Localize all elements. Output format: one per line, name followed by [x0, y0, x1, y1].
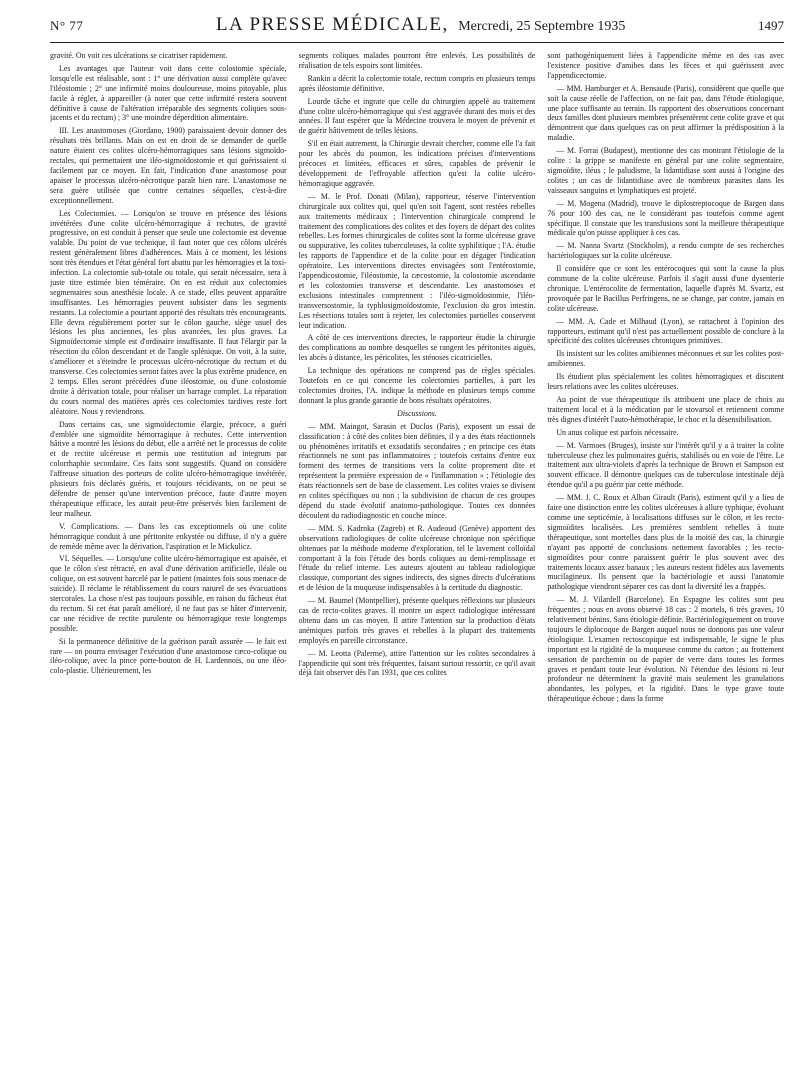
paragraph: — M. Forrai (Budapest), mentionne des cas montrant l'étiologie de la colite : la grippe se manifeste en général par une colite segmentaire, sigmoïdite, iléus ; le paludisme, la lidantidiase sont aussi à l'origine des colites ; un cas de lidantidiase avec de nombreux parasites dans les vaisseaux sanguins et lymphatiques est projeté.: [547, 146, 785, 195]
column-1: [50, 51, 287, 1071]
paragraph: — M. le Prof. Donati (Milan), rapporteur, réserve l'intervention chirurgicale aux colites qui, quel qu'en soit l'agent, sont restées rebelles aux traitements médicaux ; l'intervention chirurgicale comprend le traitement des complications des colites et des foyers de départ des colites rebelles. Les formes chirurgicales de colites sont la forme ulcéreuse grave ou suppurative, les colites tuberculeuses, la colite syphilitique ; l'A. étudie les rapports de l'appendice et de la colite pour en dégager l'indication opératoire. Les interventions directes envisagées sont l'entérostomie, l'appendicostomie, l'iléostomie, la cæcostomie, la colostomie ascendante et les colostomies transverse et descendante. Les anastomoses et exclusions intestinales comprennent : l'iléo-sigmoïdostomie, l'iléo-transversostomie, la typhlosigmoïdostomie, l'exclusion du gros intestin. Les résections totales sont à rejeter, les colectomies partielles conservent leur indication.: [298, 191, 536, 330]
paragraph: — MM. S. Kadrnka (Zagreb) et R. Audeoud (Genève) apportent des observations radiologiques de colite ulcéreuse chronique non spécifique obtenues par la méthode moderne d'exploration, tel le lavement colloïdal comportant à la fois l'étude des bords coliques au demi-remplissage et l'étude du relief interne. Les auteurs ajoutent au tableau radiologique classique, comportant des signes indirects, des signes directs d'ulcérations et de lésion de la muqueuse indispensables à la certitude du diagnostic.: [298, 523, 536, 593]
section-heading-discussions: Discussions.: [397, 408, 437, 418]
paragraph: Lourde tâche et ingrate que celle du chirurgien appelé au traitement d'une colite ulcéro-hémorragique qui s'est aggravée durant des mois et des années. Il faut espérer que la Médecine trouvera le moyen de prévenir et de guérir hâtivement de telles lésions.: [298, 96, 536, 136]
paragraph: — MM. Maingot, Sarasin et Duclos (Paris), exposent un essai de classification : à côté des colites bien définies, il y a des états réactionnels ou phénomènes irritatifs et exsudatifs secondaires ; en principe ces états réactionnels ne sont pas inflammatoires ; toutefois certains d'entre eux forment des termes de transitions vers la colite proprement dite et représentent la première expression de « l'inflammation » ; l'étiologie des états réactionnels sert de base de classement. Les colites vraies se divisent en colites spécifiques ou non ; la subdivision de chacun de ces groupes dépend du stade évolutif anatomo-pathologique. Toutes ces données découlent du radiodiagnostic en couche mince.: [298, 421, 536, 520]
paragraph: segments coliques malades pourront être enlevés. Les possibilités de réalisation de tels espoirs sont limitées.: [298, 51, 536, 70]
paragraph: III. Les anastomoses (Giordano, 1900) paraissaient devoir donner des résultats très brillants. Mais on est en droit de se demander de quelle nature étaient ces colites ulcéro-hémorragiques sans lésions sigmoïdo-rectales, qui permettaient une iléo-sigmoïdostomie et qui guérissaient si facilement par ce moyen. En fait, l'indication d'une anastomose pour apaiser le processus ulcéro-nécrotique paraît bien rare. L'anastomose ne sera guère utilisée que contre certaines séquelles, c'est-à-dire exceptionnellement.: [50, 126, 287, 205]
journal-title-block: [216, 14, 625, 36]
paragraph: Un anus colique est parfois nécessaire.: [556, 427, 679, 437]
article-columns: [50, 51, 784, 1071]
paragraph: — M. Varmoes (Bruges), insiste sur l'intérêt qu'il y a à traiter la colite tuberculeuse chez les pulmonaires guéris, stabilisés ou en voie de l'être. Le traitement aux ultra-violets d'après la technique de Brown et Sampson est souvent efficace. Il démontre quelques cas de tuberculose intestinale déjà étendue qu'il a pu guérir par cette méthode.: [547, 440, 785, 490]
paragraph: — M. Nanna Svartz (Stockholm), a rendu compte de ses recherches bactériologiques sur la colite ulcéreuse.: [547, 241, 785, 261]
paragraph: — MM. J. C. Roux et Alban Girault (Paris), estiment qu'il y a lieu de faire une distinction entre les colites ulcéreuses à allure typhique, évoluant comme une septicémie, à localisations diffuses sur le côlon, et les recto-sigmoïdites localisées. Les premières semblent rebelles à toute thérapeutique, sont mortelles dans plus de la moitié des cas, la chirurgie n'ayant pas apporté de conclusions nettement favorables ; les recto-sigmoïdites pour contre paraissent guérir le plus souvent avec des traitements locaux assez banaux ; les auteurs restent fidèles aux lavements mucilagineux. Ils pensent que la bactériologie et aussi l'anatomie pathologique viendront séparer ces cas dont la diversité les a frappés.: [547, 493, 785, 592]
paragraph: VI. Séquelles. — Lorsqu'une colite ulcéro-hémorragique est apaisée, et que le côlon s'est rétracté, en aval d'une dérivation artificielle, iléale ou colique, on est souvent harcelé par le patient (maintes fois sous menace de suicide). Il réclame le rétablissement du cours naturel de ses évacuations stercorales. La chose n'est pas toujours possible, en raison du fâcheux état du rectum. Si cet état paraît amélioré, il ne faut pas se hâter d'intervenir, car une récidive de rectite purulente ou hémorragique reste longtemps possible.: [50, 554, 287, 633]
paragraph: gravité. On voit ces ulcérations se cicatriser rapidement.: [50, 51, 228, 60]
paragraph: — MM. A. Cade et Milhaud (Lyon), se rattachent à l'opinion des rapporteurs, estimant qu'il n'est pas actuellement possible de conclure à la spécificité des colites ulcéreuses chroniques primitives.: [547, 316, 785, 346]
paragraph: A côté de ces interventions directes, le rapporteur étudie la chirurgie des complications au nombre desquelles se rangent les péritonites aiguës, les abcès à distance, les péricolites, les sténoses cicatricielles.: [298, 333, 536, 363]
paragraph: Au point de vue thérapeutique ils attribuent une place de choix au traitement local et à la médication par le stovarsol et retiennent comme très dignes d'intérêt l'auto-hémothérapie, le choc et la désensibilisation.: [547, 395, 785, 424]
paragraph: — M. Leotta (Palerme), attire l'attention sur les colites secondaires à l'appendicite qui sont très fréquentes, faisant surtout ressortir, ce qu'il avait déjà fait observer dès l'an 1931, que ces colites: [298, 648, 536, 678]
paragraph: Ils étudient plus spécialement les colites hémorragiques et discutent leurs relations avec les colites ulcéreuses.: [547, 372, 785, 392]
issue-number: N° 77: [50, 18, 84, 33]
paragraph: Dans certains cas, une sigmoïdectomie élargie, précoce, a guéri d'emblée une sigmoïdite hémorragique à rechutes. Cette intervention hâtive a montré les lésions du début, elle a arrêté net le processus de colite et de rectite ulcéreuse et permis une restitution ad integrum par colorrhaphie secondaire. Ces faits sont suggestifs. Quand on considère l'affreuse situation des porteurs de colite ulcéro-hémorragique invétérée, plusieurs fois déclarés guéris, et toujours récidivants, on ne peut se défendre de penser qu'une intervention précoce, faute d'autre moyen thérapeutique efficace, les aurait peut-être préservés bien facilement de leur malheur.: [50, 419, 287, 518]
paragraph: sont pathogéniquement liées à l'appendicite même en des cas avec l'existence positive d'amibes dans les fèces et qui guérissent avec l'appendicectomie.: [547, 51, 785, 80]
paragraph: Ils insistent sur les colites amibiennes méconnues et sur les colites post-amibiennes.: [547, 349, 785, 369]
paragraph: Les Colectomies. — Lorsqu'on se trouve en présence des lésions invétérées d'une colite ulcéro-hémorragique à rechutes, de gravité progressive, on est conduit à penser que seule une colectomie est devenue valable. Du point de vue technique, il faut noter que ces côlons ulcérés restent généralement libres d'adhérences. Mais à ce moment, les lésions sont très étendues et l'état général fort abattu par les hémorragies et la toxi-infection. La colectomie sub-totale ou totale, qui serait nécessaire, sera à juste titre estimée bien téméraire. On en est réduit aux colectomies segmentaires sous anesthésie locale. A ce stade, elles peuvent apparaître insuffisantes. Les hémorragies peuvent subsister dans les segments restants. La colectomie a pourtant apporté des résultats très encourageants. Elle devra régulièrement porter sur le côlon gauche, siège usuel des lésions les plus anciennes, les plus avancées, les plus graves. La Sigmoïdectomie simple est d'ordinaire insuffisante. Il faut l'élargir par la résection du côlon descendant et de l'angle splénique. On voit, à la suite, s'améliorer et s'éteindre le processus ulcéro-nécrotique du rectum et du transverse. Ces colectomies seront faites avec la plus extrême prudence, en 2 temps. Elles seront précédées d'une iléostomie, ou d'une colostomie droite à dérivation totale, pour réaliser un barrage complet. La réparation du cours normal des matières après ces colectomies tardives reste fort aléatoire. Nous y reviendrons.: [50, 208, 287, 416]
paragraph: La technique des opérations ne comprend pas de règles spéciales. Toutefois en ce qui concerne les colectomies partielles, à part les colectomies droites, l'A. indique la méthode en plusieurs temps comme donnant la plus grande garantie de bons résultats opératoires.: [298, 366, 536, 405]
paragraph: — MM. Hamburger et A. Bensaude (Paris), considèrent que quelle que soit la cause réelle de l'affection, on ne fait pas, dans l'étude étiologique, une place suffisante au terrain. Ils rapportent des observations concernant deux familles dont plusieurs membres présentèrent cette colite grave et qui démontrent que dans quelques cas on peut affirmer la prédisposition à la maladie.: [547, 83, 785, 143]
column-3: [547, 51, 784, 1071]
masthead: [50, 14, 784, 43]
paragraph: — M. Mogena (Madrid), trouve le diplostreptocoque de Bargen dans 76 pour 100 des cas, ne le considérant pas toutefois comme agent spécifique. Il constate que les transfusions sont la meilleure thérapeutique médicale qu'on puisse appliquer à ces cas.: [547, 198, 785, 238]
page-number: 1497: [758, 18, 784, 33]
column-2: [299, 51, 536, 1071]
journal-title: LA PRESSE MÉDICALE,: [215, 14, 449, 35]
paragraph: Si la permanence définitive de la guérison paraît assurée — le fait est rare — on pourra envisager l'exécution d'une anastomose cæco-colique ou iléo-colique, avec la pince porte-bouton de H. Lardennois, ou une iléo-colo-plastie. Ultérieurement, les: [50, 636, 287, 676]
paragraph: S'il en était autrement, la Chirurgie devrait chercher, comme elle l'a fait pour les abcès du poumon, les indications précises d'interventions précoces et limitées, efficaces et sûres, capables de prévenir le développement de l'effroyable affection qu'est la colite ulcéro-hémorragique aggravée.: [298, 139, 536, 188]
paragraph: Rankin a décrit la colectomie totale, rectum compris en plusieurs temps après iléostomie définitive.: [298, 73, 536, 93]
paragraph: — M. J. Vilardell (Barcelone). En Espagne les colites sont peu fréquentes ; nous en avons observé 18 cas : 2 mortels, 6 très graves, 10 relativement bénins. Sans étiologie définie. Bactériologiquement on trouve toujours le diplocoque de Bargen auquel nous ne donnons pas une valeur étiologique. L'examen rectoscopique est indispensable, le signe le plus important est la rigidité de la muqueuse comme du carton ; au frottement sensation de parchemin ou de papier de verre dans toutes les formes graves et pendant toute leur évolution. Ni l'étendue des lésions ni leur profondeur ne déterminent la gravité mais seulement les granulations abondantes, les polypes, et la rigidité. Dans le type grave toute thérapeutique échoue ; dans la forme: [547, 595, 785, 704]
paragraph: Il considère que ce sont les entérocoques qui sont la cause la plus commune de la colite ulcéreuse. Parfois il s'agit aussi d'une dysenterie chronique. L'entérocolite de fermentation, laquelle d'après M. Svartz, est provoquée par le Bacillus Perfringens, ne se change, par contre, jamais en colite ulcéreuse.: [547, 264, 785, 313]
issue-date: Mercredi, 25 Septembre 1935: [458, 19, 626, 34]
paragraph: Les avantages que l'auteur voit dans cette colostomie spéciale, lorsqu'elle est réalisable, sont : 1° une dérivation aussi complète qu'avec l'iléostomie ; 2° une infirmité moins douloureuse, moins pitoyable, plus facile à régler, à appareiller (à noter que cette infirmité restera souvent définitive à cause de l'altération irréparable des segments coliques sous-jacents et du rectum) ; 3° une moindre déperdition alimentaire.: [50, 63, 287, 123]
paragraph: — M. Baumel (Montpellier), présente quelques réflexions sur plusieurs cas de recto-colites graves. Il montre un aspect radiologique intéressant obtenu dans un cas moyen. Il attire l'attention sur la production d'états anémiques parfois très graves et rebelles à la plupart des traitements employés en pareille circonstance.: [298, 596, 536, 645]
paragraph: V. Complications. — Dans les cas exceptionnels où une colite hémorragique conduit à une péritonite enkystée ou diffuse, il n'y a guère de remède même avec la dérivation, l'aspiration et le Mickulicz.: [50, 521, 287, 551]
